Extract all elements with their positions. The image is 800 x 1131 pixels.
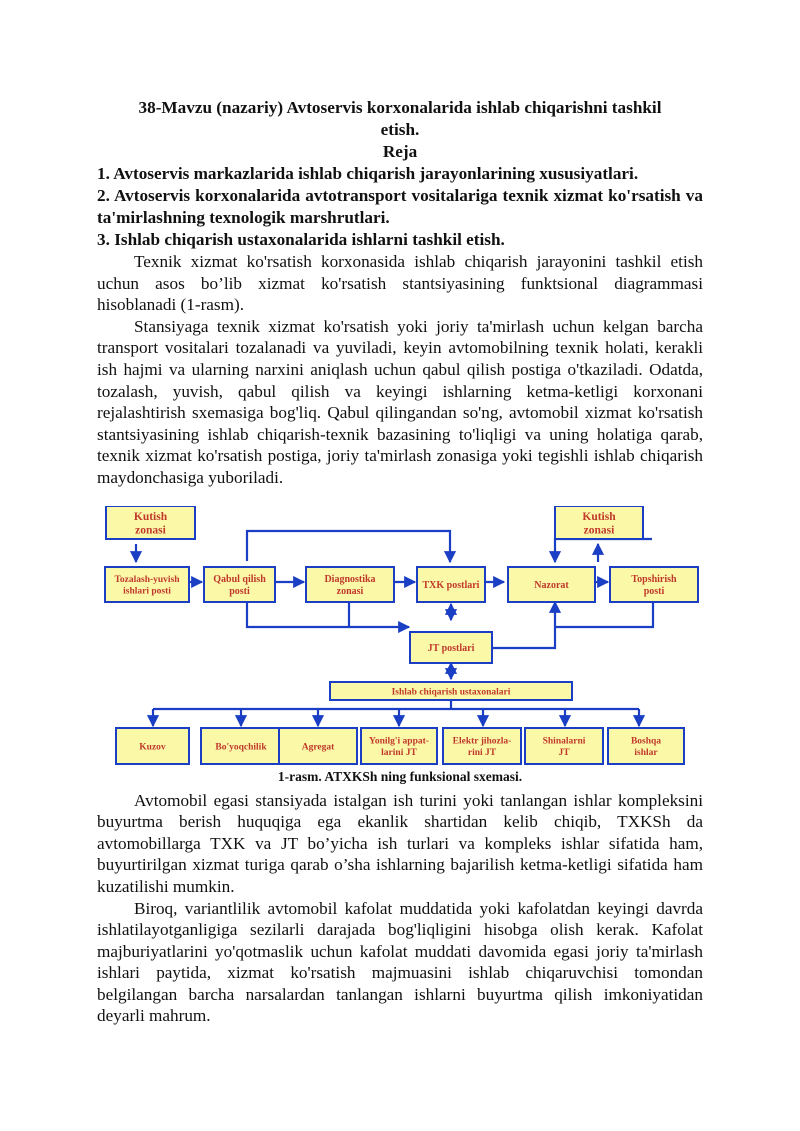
diagnostics-zone-label: zonasi <box>336 585 364 597</box>
jt-posts-label: JT postlari <box>427 642 475 654</box>
plan-item: 1. Avtoservis markazlarida ishlab chiqarish jarayonlarining xususiyatlari. <box>97 164 639 183</box>
paragraph: Texnik xizmat ko'rsatish korxonasida ishlab chiqarish jarayonini tashkil etish uchun asos bo’lib xizmat ko'rsatish stantsiyasining funktsional diagrammasi hisoblanadi (1-rasm). <box>97 252 703 315</box>
handover-post-label: Topshirish <box>631 573 677 585</box>
production-workshops-label: Ishlab chiqarish ustaxonalari <box>391 686 511 697</box>
workshop-box-6-label: Shinalarni <box>542 736 586 747</box>
handover-post-label: posti <box>643 585 665 597</box>
workshop-box-7-label: Boshqa <box>630 736 662 747</box>
diagram-canvas <box>97 506 703 768</box>
functional-diagram <box>97 506 703 768</box>
arrow-waiting-right-to-control <box>555 539 652 562</box>
figure-caption: 1-rasm. ATXKSh ning funksional sxemasi. <box>277 768 523 784</box>
workshop-box-5-label: rini JT <box>467 747 497 758</box>
workshop-box-3-label: Agregat <box>301 741 335 752</box>
workshop-box-4-label: Yonilg'i appat- <box>369 736 429 747</box>
plan-heading: Reja <box>382 142 418 161</box>
waiting-zone-right-label: Kutish <box>582 510 616 523</box>
control-post-label: Nazorat <box>534 579 569 591</box>
workshop-box-4-label: larini JT <box>381 747 417 758</box>
washing-post-label: Tozalash-yuvish <box>114 574 180 585</box>
reception-post-label: posti <box>229 585 250 597</box>
workshop-box-7-label: ishlar <box>634 747 658 758</box>
paragraph: Stansiyaga texnik xizmat ko'rsatish yoki joriy ta'mirlash uchun kelgan barcha transport vositalari tozalanadi va yuviladi, keyin avtomobilning texnik holati, kerakli ish hajmi va ularning narxini aniqlash uchun qabul qilish postiga o'tkaziladi. Odatda, tozalash, yuvish, qabul qilish va keyingi ishlarning ketma-ketligi korxonani rejalashtirish sxemasiga bog'liq. Qabul qilingandan so'ng, avtomobil xizmat ko'rsatish stantsiyasining ishlab chiqarish-texnik bazasining to'liqligi va uning holatiga qarab, texnik xizmat ko'rsatish postiga, joriy ta'mirlash zonasiga yoki tegishli ishlab chiqarish maydonchasiga yuboriladi. <box>97 316 703 487</box>
title-line-1: 38-Mavzu (nazariy) Avtoservis korxonalarida ishlab chiqarishni tashkil <box>138 98 662 117</box>
plan-item: 3. Ishlab chiqarish ustaxonalarida ishlarni tashkil etish. <box>97 230 505 249</box>
waiting-zone-right-label: zonasi <box>583 523 615 536</box>
waiting-zone-left-label: zonasi <box>135 523 166 536</box>
workshop-box-2-label: Bo'yoqchilik <box>215 741 267 752</box>
plan-item: 2. Avtoservis korxonalarida avtotransport vositalariga texnik xizmat ko'rsatish va ta'mirlashning texnologik marshrutlari. <box>97 186 703 227</box>
plan-list <box>97 163 703 251</box>
diagnostics-zone-label: Diagnostika <box>324 573 376 585</box>
washing-post-label: ishlari posti <box>123 586 171 597</box>
document-title <box>97 97 703 163</box>
waiting-zone-left-label: Kutish <box>133 510 168 523</box>
workshop-box-1-label: Kuzov <box>139 741 166 752</box>
workshop-box-6-label: JT <box>558 747 570 758</box>
workshop-box-5-label: Elektr jihozla- <box>452 736 512 747</box>
arrow-reception-to-jt <box>247 602 409 627</box>
arrow-reception-to-txk <box>247 531 450 562</box>
txk-posts-label: TXK postlari <box>422 579 480 591</box>
title-line-2: etish. <box>380 120 420 139</box>
paragraph: Biroq, variantlilik avtomobil kafolat muddatida yoki kafolatdan keyingi davrda ishlatilayotganligiga sezilarli darajada bog'liqligini hisobga olish kerak. Kafolat majburiyatlarini yo'qotmaslik uchun kafolat muddati davomida egasi joriy ta'mirlash ishlari paytida, xizmat ko'rsatish majmuasini ishlab chiqaruvchisi tomondan belgilangan barcha narsalardan tanlangan ishlarni buyurtma qilish imkoniyatidan deyarli mahrum. <box>97 898 703 1026</box>
reception-post-label: Qabul qilish <box>213 573 266 585</box>
document-page <box>97 97 703 1027</box>
paragraph: Avtomobil egasi stansiyada istalgan ish turini yoki tanlangan ishlar kompleksini buyurtma berish huquqiga ega ekanlik shartidan kelib chiqib, TXKSh da avtomobillarga TXK va JT bo’yicha ish turlari va kompleks ishlar sifatida ham, buyurtirilgan xizmat turiga qarab o’sha ishlarning bajarilish ketma-ketligi sifatida ham kuzatilishi mumkin. <box>97 790 703 896</box>
arrow-jt-to-control <box>492 602 555 648</box>
line-handover-to-jt <box>555 602 653 627</box>
